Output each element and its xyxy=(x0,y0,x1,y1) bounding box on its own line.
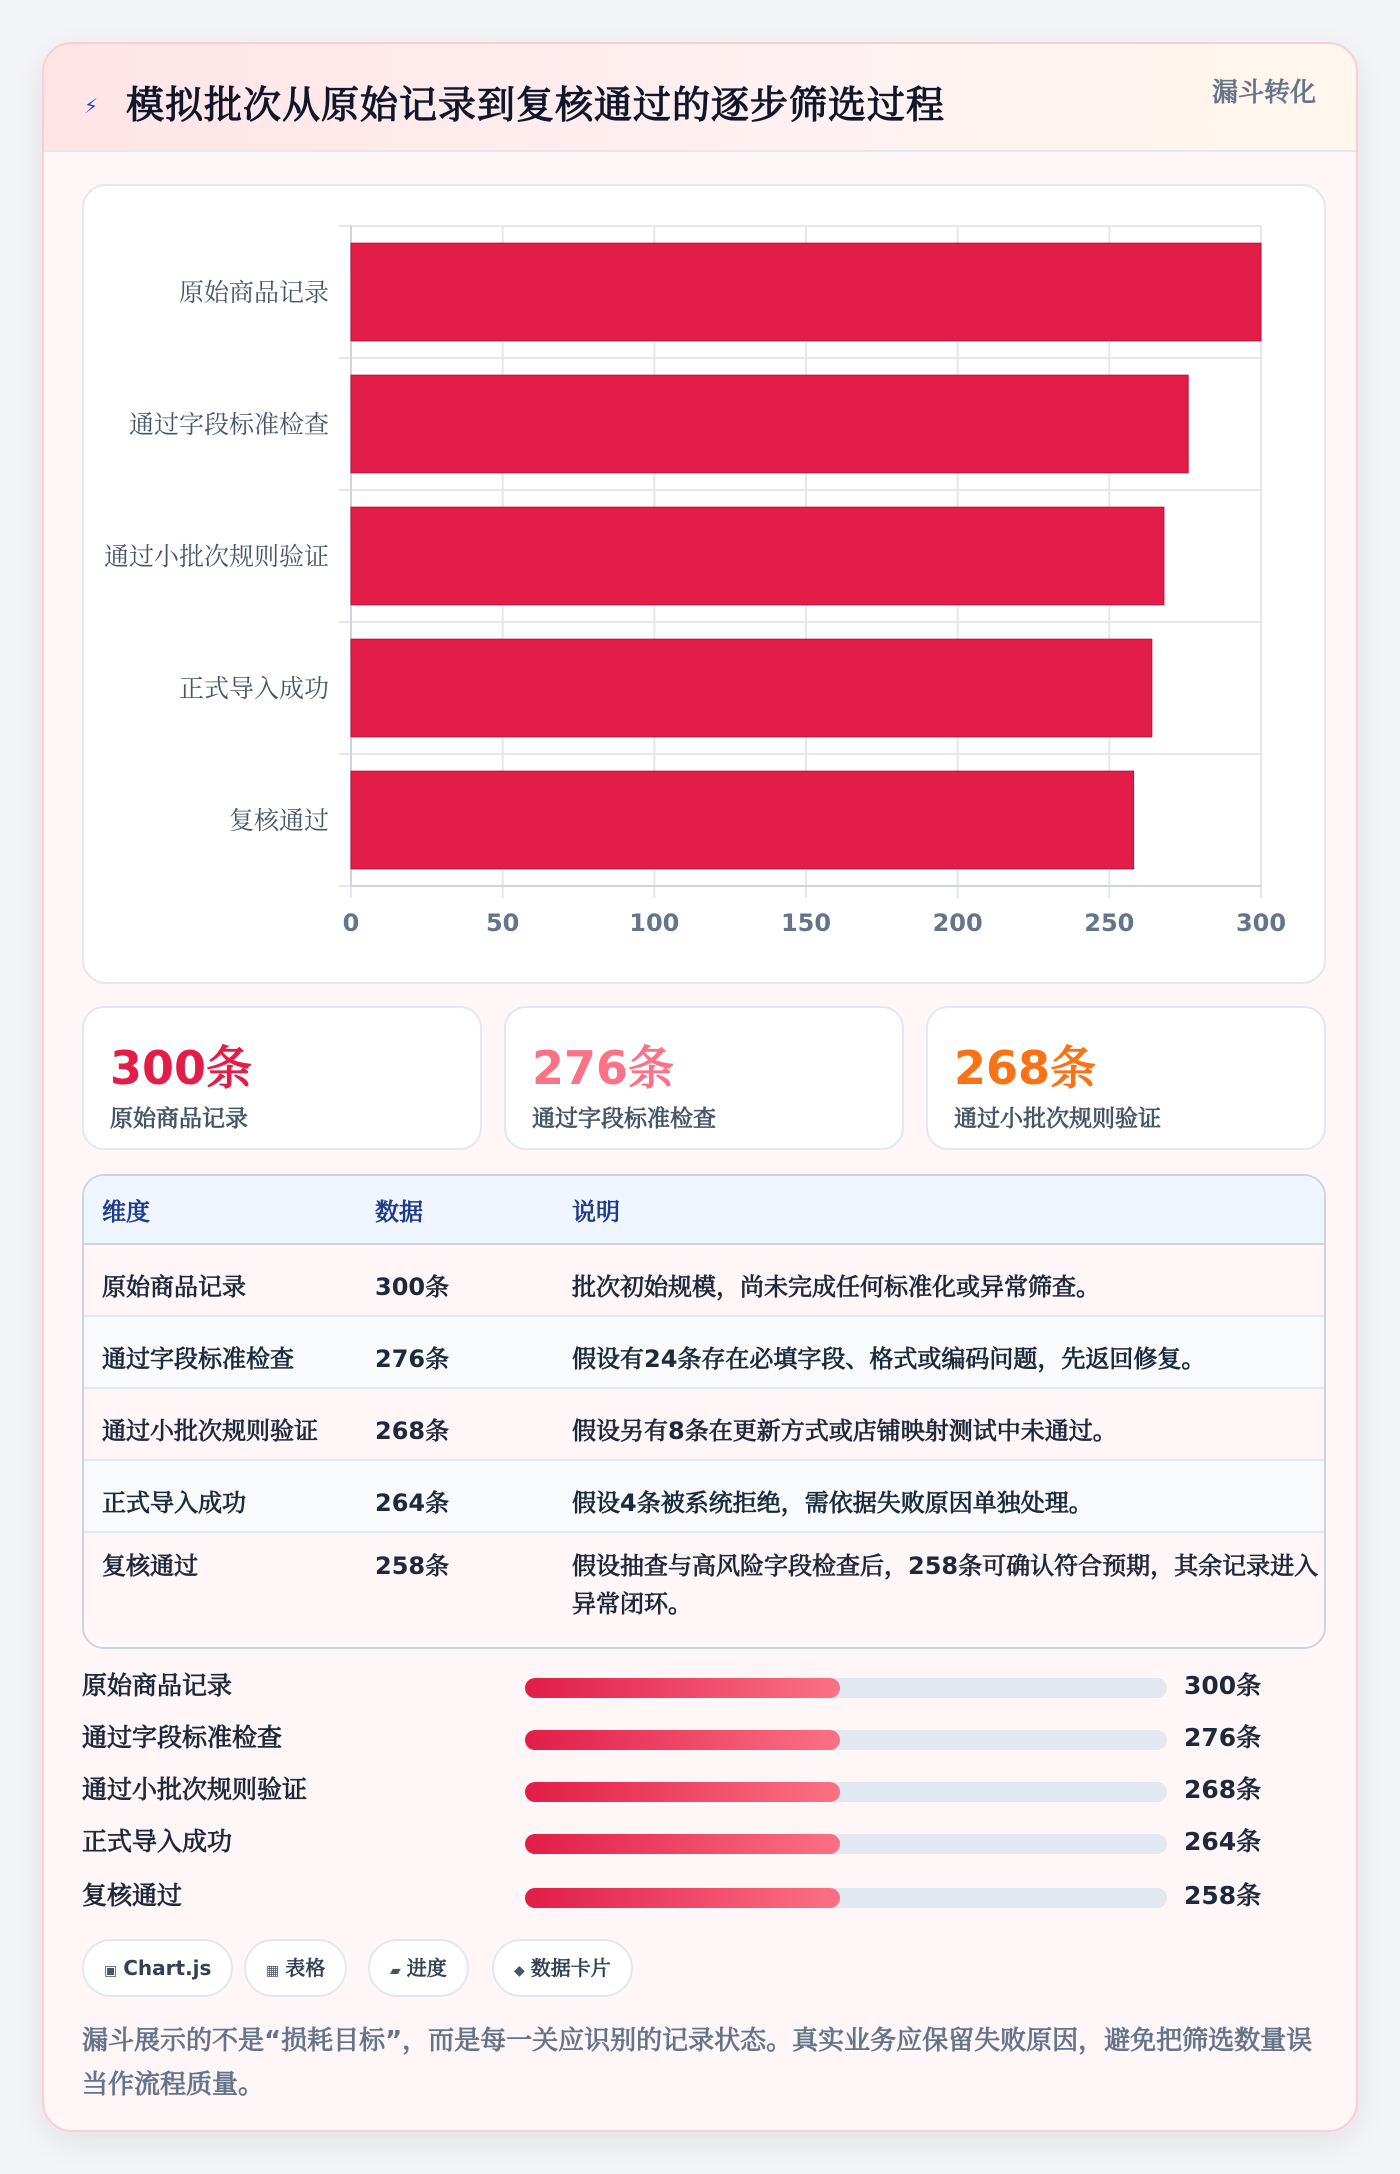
column-header: 数据 xyxy=(357,1176,554,1244)
table-cell: 通过小批次规则验证 xyxy=(84,1388,357,1460)
table-cell: 假设有24条存在必填字段、格式或编码问题，先返回修复。 xyxy=(554,1316,1324,1388)
table-cell: 264条 xyxy=(357,1460,554,1532)
progress-track xyxy=(525,1730,1167,1750)
category-label: 复核通过 xyxy=(228,806,329,835)
card-icon: ◆ xyxy=(514,1963,525,1979)
progress-track xyxy=(525,1678,1167,1698)
column-header: 维度 xyxy=(84,1176,357,1244)
category-label: 原始商品记录 xyxy=(178,278,329,307)
kpi-value: 276条 xyxy=(532,1041,675,1095)
pill-label: 表格 xyxy=(285,1956,326,1980)
bar xyxy=(351,771,1134,869)
pill-chartjs[interactable] xyxy=(82,1939,233,1997)
progress-value: 268条 xyxy=(1184,1775,1262,1804)
progress-fill xyxy=(525,1782,840,1802)
table-cell: 300条 xyxy=(357,1244,554,1316)
bar xyxy=(351,639,1152,737)
bolt-icon: ⚡ xyxy=(84,94,99,118)
progress-fill xyxy=(525,1678,840,1698)
kpi-card xyxy=(504,1006,904,1150)
chart-svg xyxy=(84,186,1328,986)
table-cell: 假设另有8条在更新方式或店铺映射测试中未通过。 xyxy=(554,1388,1324,1460)
table-cell: 批次初始规模，尚未完成任何标准化或异常筛查。 xyxy=(554,1244,1324,1316)
table-cell: 假设4条被系统拒绝，需依据失败原因单独处理。 xyxy=(554,1460,1324,1532)
progress-fill xyxy=(525,1834,840,1854)
bar xyxy=(351,375,1188,473)
category-label: 通过字段标准检查 xyxy=(128,410,329,439)
table-header-row xyxy=(84,1176,1324,1244)
kpi-value: 268条 xyxy=(954,1041,1097,1095)
kpi-card xyxy=(82,1006,482,1150)
progress-label: 通过小批次规则验证 xyxy=(82,1775,308,1804)
progress-icon: ▰ xyxy=(390,1963,401,1979)
progress-value: 276条 xyxy=(1184,1723,1262,1752)
progress-fill xyxy=(525,1730,840,1750)
x-tick-label: 250 xyxy=(1084,909,1135,937)
report-card xyxy=(42,42,1358,2132)
progress-row xyxy=(82,1664,1326,1704)
progress-track xyxy=(525,1782,1167,1802)
bar xyxy=(351,507,1164,605)
table-row xyxy=(84,1460,1324,1532)
category-tag: 漏斗转化 xyxy=(1211,78,1316,108)
progress-fill xyxy=(525,1888,840,1908)
table-cell: 258条 xyxy=(357,1532,554,1644)
progress-label: 原始商品记录 xyxy=(82,1671,233,1700)
kpi-label: 通过小批次规则验证 xyxy=(954,1106,1161,1132)
progress-row xyxy=(82,1874,1326,1914)
kpi-cards xyxy=(82,1006,1326,1150)
progress-label: 正式导入成功 xyxy=(82,1827,233,1856)
feature-pills xyxy=(82,1939,1326,1999)
x-tick-label: 0 xyxy=(342,909,360,937)
table-row xyxy=(84,1388,1324,1460)
chart-icon: ▣ xyxy=(104,1963,118,1979)
table-icon: ▦ xyxy=(266,1963,280,1979)
table-row xyxy=(84,1532,1324,1644)
progress-label: 通过字段标准检查 xyxy=(82,1723,283,1752)
page-title: 模拟批次从原始记录到复核通过的逐步筛选过程 xyxy=(126,83,946,127)
kpi-value: 300条 xyxy=(110,1041,253,1095)
bar xyxy=(351,243,1261,341)
x-tick-label: 150 xyxy=(780,909,832,937)
table-cell: 正式导入成功 xyxy=(84,1460,357,1532)
progress-track xyxy=(525,1888,1167,1908)
progress-value: 258条 xyxy=(1184,1881,1262,1910)
table-cell: 假设抽查与高风险字段检查后，258条可确认符合预期，其余记录进入异常闭环。 xyxy=(554,1532,1324,1644)
kpi-label: 通过字段标准检查 xyxy=(532,1106,716,1132)
progress-value: 300条 xyxy=(1184,1671,1262,1700)
footnote: 漏斗展示的不是“损耗目标”，而是每一关应识别的记录状态。真实业务应保留失败原因，避免把筛选数量误当作流程质量。 xyxy=(82,2026,1313,2100)
pill-label: 进度 xyxy=(406,1956,447,1980)
table-row xyxy=(84,1244,1324,1316)
table-cell: 原始商品记录 xyxy=(84,1244,357,1316)
data-table xyxy=(82,1174,1326,1649)
progress-value: 264条 xyxy=(1184,1827,1262,1856)
x-tick-label: 200 xyxy=(932,909,983,937)
card-header xyxy=(44,44,1356,152)
kpi-card xyxy=(926,1006,1326,1150)
funnel-chart xyxy=(82,184,1326,984)
category-label: 通过小批次规则验证 xyxy=(103,542,329,571)
progress-row xyxy=(82,1768,1326,1808)
table-row xyxy=(84,1316,1324,1388)
pill-progress[interactable] xyxy=(368,1939,469,1997)
progress-row xyxy=(82,1820,1326,1860)
progress-label: 复核通过 xyxy=(82,1881,183,1910)
pill-label: 数据卡片 xyxy=(530,1956,611,1980)
kpi-label: 原始商品记录 xyxy=(110,1106,248,1132)
category-label: 正式导入成功 xyxy=(178,674,329,703)
table-cell: 复核通过 xyxy=(84,1532,357,1644)
pill-table[interactable] xyxy=(244,1939,347,1997)
x-tick-label: 300 xyxy=(1235,909,1287,937)
table-cell: 276条 xyxy=(357,1316,554,1388)
x-tick-label: 50 xyxy=(485,909,520,937)
table-cell: 通过字段标准检查 xyxy=(84,1316,357,1388)
progress-track xyxy=(525,1834,1167,1854)
progress-list xyxy=(82,1664,1326,1934)
pill-data-card[interactable] xyxy=(492,1939,633,1997)
column-header: 说明 xyxy=(554,1176,1324,1244)
table-cell: 268条 xyxy=(357,1388,554,1460)
pill-label: Chart.js xyxy=(123,1956,212,1980)
x-tick-label: 100 xyxy=(629,909,680,937)
progress-row xyxy=(82,1716,1326,1756)
